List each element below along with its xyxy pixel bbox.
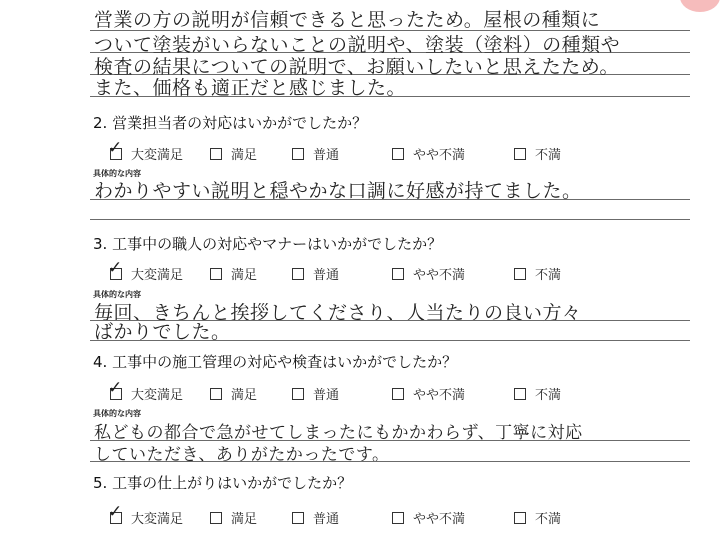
red-stamp-mark: [680, 0, 720, 12]
option-label: やや不満: [413, 148, 466, 163]
checkbox[interactable]: [108, 137, 123, 160]
ruled-line: [90, 461, 690, 462]
option-label: 不満: [535, 268, 562, 283]
option-neutral[interactable]: [292, 144, 339, 163]
checkbox[interactable]: [392, 268, 404, 280]
question-title: 4. 工事中の施工管理の対応や検査はいかがでしたか？: [93, 353, 458, 371]
handwritten-detail-line: 毎回、きちんと挨拶してくださり、人当たりの良い方々: [94, 302, 582, 324]
option-dissatisfied[interactable]: [514, 144, 561, 163]
option-very-satisfied[interactable]: [108, 137, 184, 163]
handwritten-answer-line: また、価格も適正だと感じました。: [94, 77, 407, 99]
option-label: 満足: [231, 268, 258, 283]
ruled-line: [90, 219, 690, 220]
detail-label: 具体的な内容: [93, 409, 141, 418]
checkbox[interactable]: [392, 512, 404, 524]
checkbox[interactable]: [210, 512, 222, 524]
option-label: 大変満足: [131, 388, 184, 403]
handwritten-detail-line: していただき、ありがたかったです。: [94, 445, 390, 465]
option-satisfied[interactable]: [210, 264, 257, 283]
handwritten-detail-line: ばかりでした。: [94, 321, 231, 343]
detail-label: 具体的な内容: [93, 290, 141, 299]
question-title: 5. 工事の仕上がりはいかがでしたか？: [93, 474, 353, 492]
detail-label: 具体的な内容: [93, 169, 141, 178]
checkbox[interactable]: [514, 512, 526, 524]
option-neutral[interactable]: [292, 264, 339, 283]
option-label: 普通: [313, 512, 340, 527]
option-neutral[interactable]: [292, 384, 339, 403]
option-label: 大変満足: [131, 148, 184, 163]
option-label: 満足: [231, 388, 258, 403]
handwritten-detail-line: わかりやすい説明と穏やかな口調に好感が持てました。: [94, 180, 582, 202]
option-label: やや不満: [413, 512, 466, 527]
option-slightly-dissatisfied[interactable]: [392, 264, 465, 283]
checkbox[interactable]: [292, 388, 304, 400]
ruled-line: [90, 340, 690, 341]
checkbox[interactable]: [514, 268, 526, 280]
option-very-satisfied[interactable]: [108, 377, 184, 403]
option-label: 満足: [231, 148, 258, 163]
option-neutral[interactable]: [292, 508, 339, 527]
option-slightly-dissatisfied[interactable]: [392, 508, 465, 527]
option-label: 普通: [313, 148, 340, 163]
option-label: 不満: [535, 148, 562, 163]
checkmark-icon: ✓: [108, 137, 123, 158]
option-label: 普通: [313, 268, 340, 283]
question-title: 2. 営業担当者の対応はいかがでしたか？: [93, 114, 368, 132]
option-satisfied[interactable]: [210, 384, 257, 403]
option-label: 満足: [231, 512, 258, 527]
option-dissatisfied[interactable]: [514, 264, 561, 283]
option-label: 大変満足: [131, 268, 184, 283]
option-label: 普通: [313, 388, 340, 403]
option-very-satisfied[interactable]: [108, 501, 184, 527]
checkbox[interactable]: [108, 501, 123, 524]
checkbox[interactable]: [210, 148, 222, 160]
checkbox[interactable]: [392, 388, 404, 400]
checkmark-icon: ✓: [108, 257, 123, 278]
checkbox[interactable]: [514, 388, 526, 400]
question-title: 3. 工事中の職人の対応やマナーはいかがでしたか？: [93, 235, 443, 253]
handwritten-detail-line: 私どもの都合で急がせてしまったにもかかわらず、丁寧に対応: [94, 423, 583, 443]
option-label: 大変満足: [131, 512, 184, 527]
option-label: やや不満: [413, 268, 466, 283]
checkbox[interactable]: [292, 512, 304, 524]
handwritten-answer-line: ついて塗装がいらないことの説明や、塗装（塗料）の種類や: [94, 34, 621, 56]
option-dissatisfied[interactable]: [514, 384, 561, 403]
option-very-satisfied[interactable]: [108, 257, 184, 283]
option-slightly-dissatisfied[interactable]: [392, 384, 465, 403]
checkmark-icon: ✓: [108, 501, 123, 522]
option-dissatisfied[interactable]: [514, 508, 561, 527]
option-label: やや不満: [413, 388, 466, 403]
option-satisfied[interactable]: [210, 144, 257, 163]
checkbox[interactable]: [392, 148, 404, 160]
handwritten-answer-line: 検査の結果についての説明で、お願いしたいと思えたため。: [94, 56, 619, 78]
option-satisfied[interactable]: [210, 508, 257, 527]
ruled-line: [90, 199, 690, 200]
handwritten-answer-line: 営業の方の説明が信頼できると思ったため。屋根の種類に: [94, 9, 601, 31]
checkmark-icon: ✓: [108, 377, 123, 398]
option-label: 不満: [535, 388, 562, 403]
checkbox[interactable]: [108, 257, 123, 280]
checkbox[interactable]: [108, 377, 123, 400]
checkbox[interactable]: [292, 268, 304, 280]
option-slightly-dissatisfied[interactable]: [392, 144, 465, 163]
ruled-line: [90, 440, 690, 441]
option-label: 不満: [535, 512, 562, 527]
checkbox[interactable]: [210, 268, 222, 280]
checkbox[interactable]: [210, 388, 222, 400]
ruled-line: [90, 320, 690, 321]
checkbox[interactable]: [292, 148, 304, 160]
checkbox[interactable]: [514, 148, 526, 160]
